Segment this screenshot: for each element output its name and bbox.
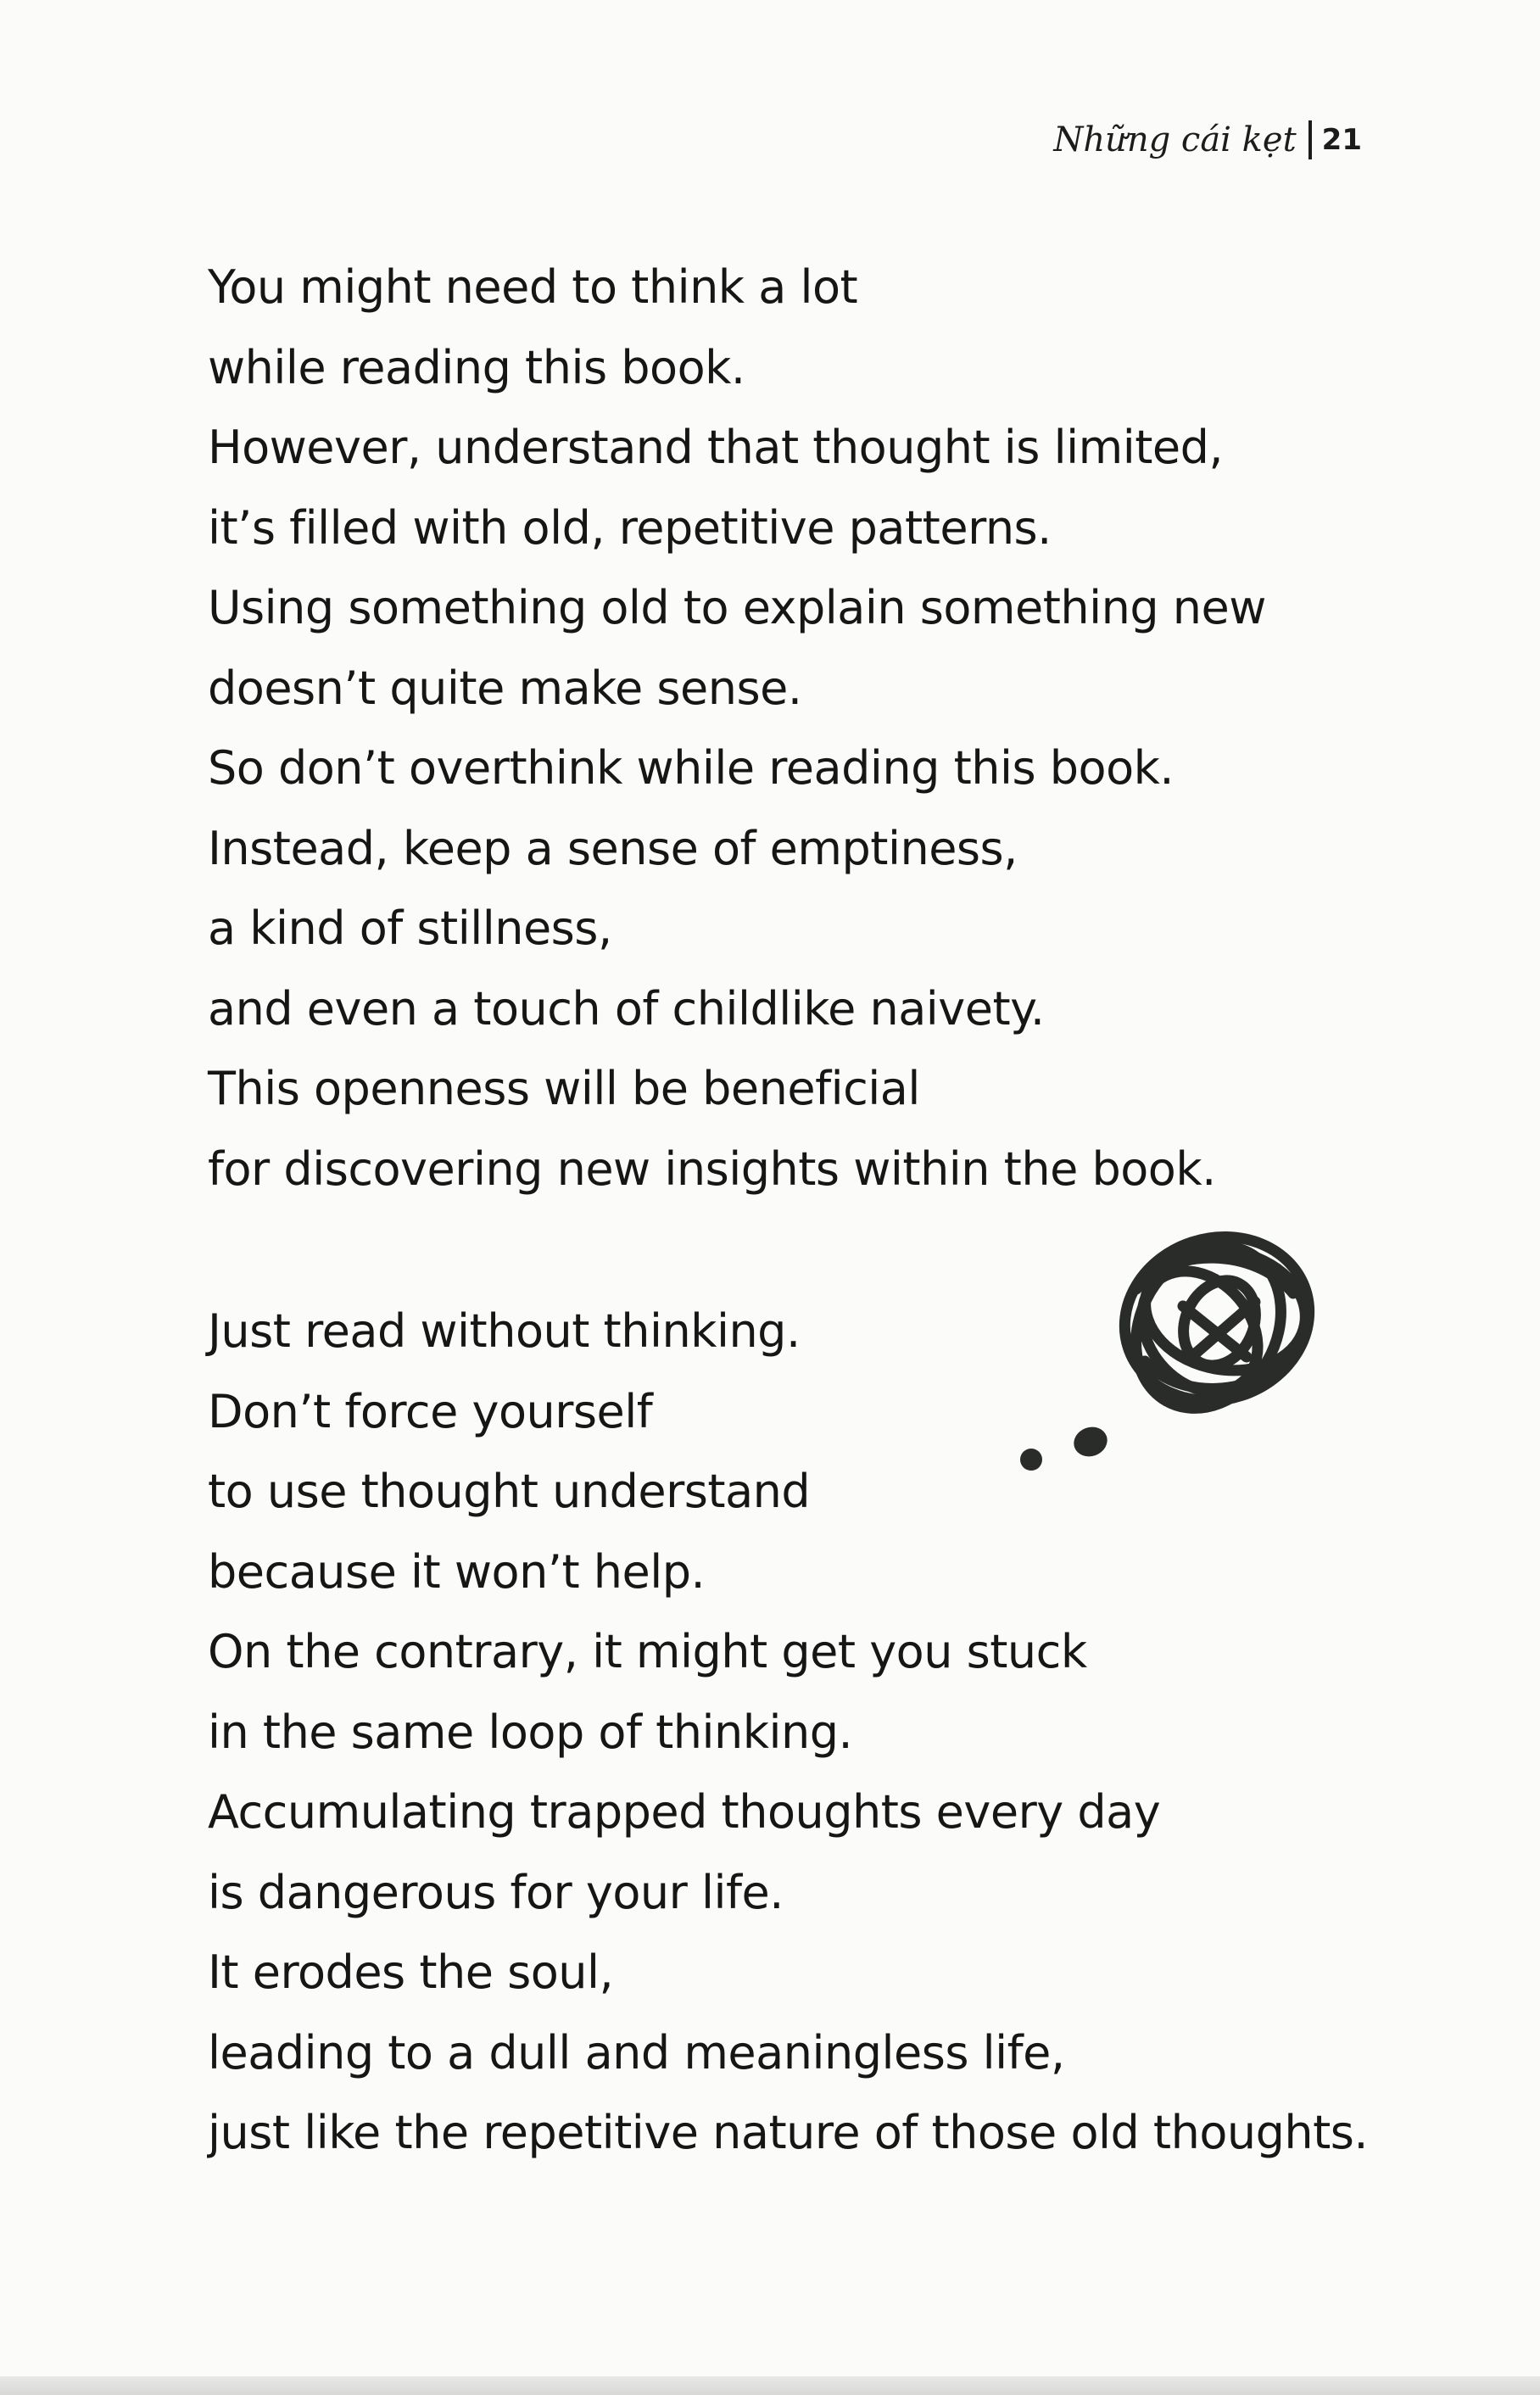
text-line: because it won’t help. (208, 1544, 706, 1599)
text-line: doesn’t quite make sense. (208, 661, 802, 715)
text-line: it’s filled with old, repetitive patterns. (208, 500, 1052, 555)
header-separator (1308, 120, 1312, 159)
text-line: Instead, keep a sense of emptiness, (208, 821, 1018, 875)
text-line: leading to a dull and meaningless life, (208, 2025, 1065, 2080)
text-line: So don’t overthink while reading this book. (208, 741, 1175, 795)
text-line: in the same loop of thinking. (208, 1705, 853, 1759)
text-line: and even a touch of childlike naivety. (208, 981, 1045, 1036)
chapter-title: Những cái kẹt (1053, 120, 1297, 159)
running-header (1053, 120, 1362, 159)
text-line: However, understand that thought is limited, (208, 421, 1224, 474)
text-line: You might need to think a lot (208, 260, 858, 314)
text-line: a kind of stillness, (208, 902, 612, 955)
text-line: It erodes the soul, (208, 1946, 614, 1999)
text-line: while reading this book. (208, 340, 745, 394)
page-edge (0, 2376, 1540, 2395)
stanza-2 (208, 1292, 1368, 2174)
text-line: Accumulating trapped thoughts every day (208, 1785, 1161, 1839)
text-line: is dangerous for your life. (208, 1865, 784, 1919)
text-line: Just read without thinking. (208, 1304, 801, 1358)
text-line: Using something old to explain something new (208, 581, 1266, 634)
page-number: 21 (1321, 123, 1362, 157)
text-line: just like the repetitive nature of those old thoughts. (208, 2106, 1369, 2159)
stanza-1 (208, 248, 1266, 1209)
text-line: to use thought understand (208, 1465, 811, 1518)
text-line: On the contrary, it might get you stuck (208, 1625, 1087, 1678)
text-line: Don’t force yourself (208, 1384, 653, 1438)
text-line: for discovering new insights within the book. (208, 1142, 1216, 1196)
text-line: This openness will be beneficial (208, 1062, 920, 1115)
